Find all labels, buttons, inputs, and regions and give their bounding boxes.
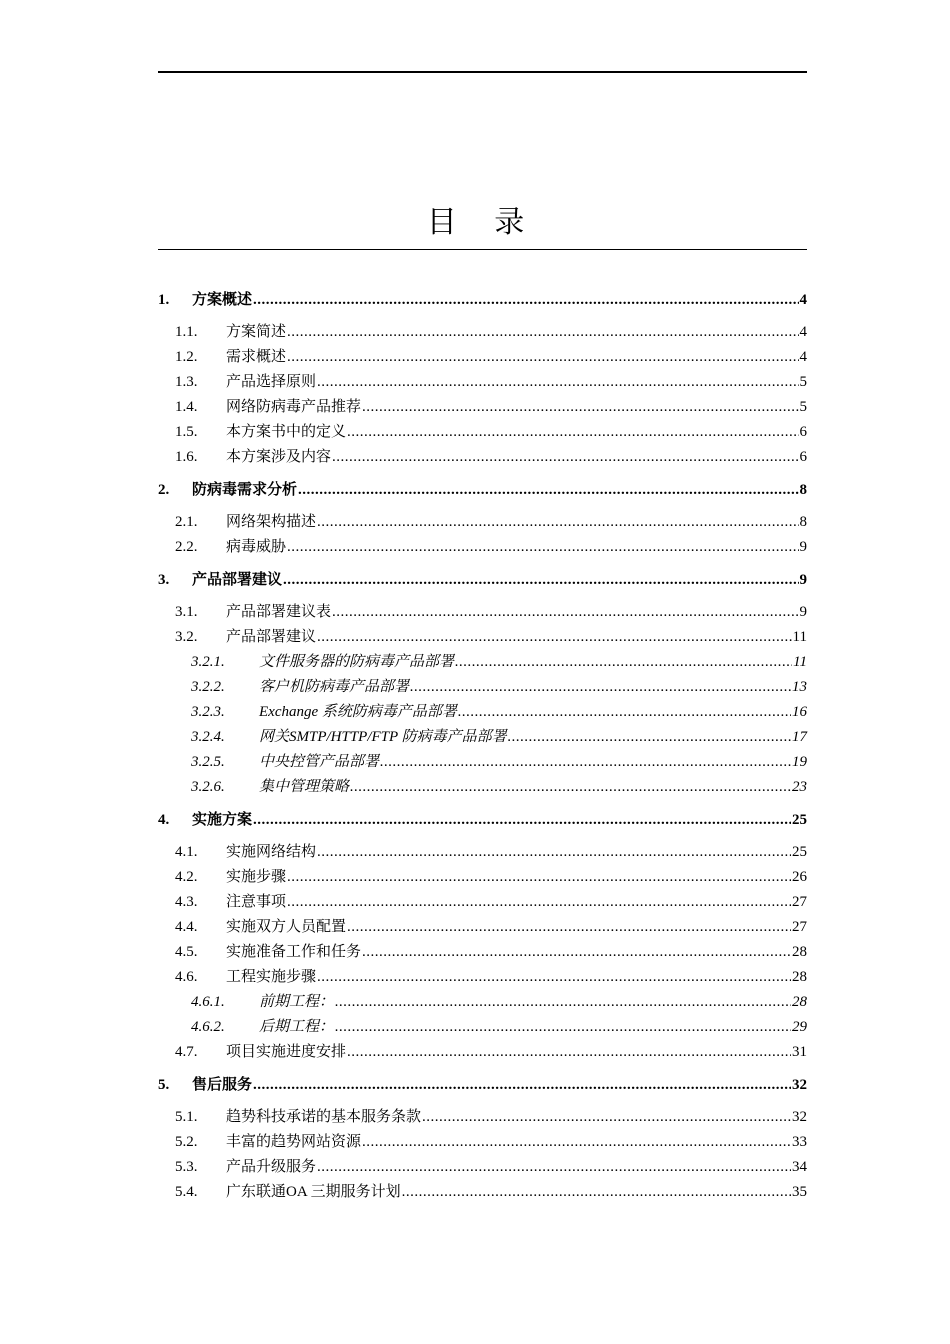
toc-entry-number: 1.2. xyxy=(175,349,198,365)
toc-entry[interactable] xyxy=(158,725,807,750)
toc-dot-leader xyxy=(402,1180,791,1205)
toc-entry-page: 9 xyxy=(799,572,807,588)
toc-dot-leader xyxy=(410,675,791,700)
toc-dot-leader xyxy=(253,286,798,311)
toc-entry-number: 3.2.5. xyxy=(191,754,225,770)
toc-entry-number: 4.6.1. xyxy=(191,994,225,1010)
toc-entry[interactable] xyxy=(158,625,807,650)
toc-dot-leader xyxy=(253,806,791,831)
toc-entry-label[interactable]: 工程实施步骤 xyxy=(226,969,317,985)
toc-dot-leader xyxy=(298,476,798,501)
toc-entry-number: 3.2. xyxy=(175,629,198,645)
toc-entry-page: 23 xyxy=(792,779,807,795)
toc-entry-number: 4.5. xyxy=(175,944,198,960)
toc-entry-page: 8 xyxy=(799,482,807,498)
toc-entry-label[interactable]: 趋势科技承诺的基本服务条款 xyxy=(226,1109,422,1125)
toc-entry-page: 5 xyxy=(799,374,807,390)
toc-entry-label[interactable]: 实施步骤 xyxy=(226,869,287,885)
toc-entry-label[interactable]: 后期工程： xyxy=(259,1019,335,1035)
toc-dot-leader xyxy=(508,725,791,750)
toc-entry-label[interactable]: 前期工程： xyxy=(259,994,335,1010)
toc-entry-label[interactable]: 本方案涉及内容 xyxy=(226,449,332,465)
toc-dot-leader xyxy=(253,1071,791,1096)
toc-entry-number: 1.6. xyxy=(175,449,198,465)
toc-entry-number: 3.2.2. xyxy=(191,679,225,695)
toc-entry-page: 8 xyxy=(799,514,807,530)
toc-entry[interactable] xyxy=(158,420,807,445)
toc-dot-leader xyxy=(347,1040,791,1065)
toc-entry-page: 32 xyxy=(792,1077,807,1093)
toc-entry-page: 16 xyxy=(792,704,807,720)
toc-entry-label[interactable]: 本方案书中的定义 xyxy=(226,424,347,440)
toc-entry-number: 5. xyxy=(158,1077,170,1093)
toc-entry[interactable] xyxy=(158,650,807,675)
toc-entry-page: 28 xyxy=(792,944,807,960)
toc-entry[interactable] xyxy=(158,806,807,834)
title-rule xyxy=(158,249,807,250)
toc-entry-page: 19 xyxy=(792,754,807,770)
toc-entry-label[interactable]: 产品选择原则 xyxy=(226,374,317,390)
toc-entry[interactable] xyxy=(158,940,807,965)
toc-entry-label[interactable]: 丰富的趋势网站资源 xyxy=(226,1134,362,1150)
toc-entry-label[interactable]: 客户机防病毒产品部署 xyxy=(259,679,410,695)
toc-dot-leader xyxy=(332,445,798,470)
toc-entry-label[interactable]: 网络架构描述 xyxy=(226,514,317,530)
toc-entry[interactable] xyxy=(158,775,807,800)
toc-entry-number: 3.2.6. xyxy=(191,779,225,795)
toc-entry-number: 5.3. xyxy=(175,1159,198,1175)
toc-entry-label[interactable]: 实施网络结构 xyxy=(226,844,317,860)
toc-dot-leader xyxy=(347,420,798,445)
toc-dot-leader xyxy=(380,750,791,775)
toc-entry[interactable] xyxy=(158,1130,807,1155)
toc-entry-label[interactable]: 需求概述 xyxy=(226,349,287,365)
toc-dot-leader xyxy=(317,370,798,395)
toc-entry-label[interactable]: 文件服务器的防病毒产品部署 xyxy=(259,654,455,670)
toc-entry-label[interactable]: 注意事项 xyxy=(226,894,287,910)
toc-entry-page: 27 xyxy=(792,894,807,910)
toc-entry-label[interactable]: 病毒威胁 xyxy=(226,539,287,555)
toc-entry-number: 2.2. xyxy=(175,539,198,555)
toc-dot-leader xyxy=(458,700,791,725)
toc-entry[interactable] xyxy=(158,915,807,940)
toc-entry-number: 3.2.4. xyxy=(191,729,225,745)
toc-entry-page: 25 xyxy=(792,844,807,860)
toc-entry-label[interactable]: 集中管理策略 xyxy=(259,779,350,795)
toc-dot-leader xyxy=(422,1105,791,1130)
toc-entry-label[interactable]: 网络防病毒产品推荐 xyxy=(226,399,362,415)
toc-entry-number: 4.7. xyxy=(175,1044,198,1060)
toc-entry-label[interactable]: 方案概述 xyxy=(192,292,253,308)
toc-title: 目 录 xyxy=(426,205,539,240)
toc-dot-leader xyxy=(317,1155,791,1180)
toc-entry-page: 26 xyxy=(792,869,807,885)
toc-entry-label[interactable]: 实施准备工作和任务 xyxy=(226,944,362,960)
toc-entry-number: 1. xyxy=(158,292,170,308)
toc-entry-label[interactable]: 防病毒需求分析 xyxy=(192,482,298,498)
toc-entry-page: 34 xyxy=(792,1159,807,1175)
toc-entry-page: 35 xyxy=(792,1184,807,1200)
toc-entry[interactable] xyxy=(158,990,807,1015)
toc-entry[interactable] xyxy=(158,476,807,504)
toc-entry-label[interactable]: 广东联通OA 三期服务计划 xyxy=(226,1184,401,1200)
toc-entry-label[interactable]: 方案简述 xyxy=(226,324,287,340)
toc-entry-number: 1.4. xyxy=(175,399,198,415)
toc-entry[interactable] xyxy=(158,865,807,890)
toc-dot-leader xyxy=(455,650,792,675)
toc-dot-leader xyxy=(335,1015,791,1040)
toc-entry-page: 11 xyxy=(792,629,807,645)
header-rule xyxy=(158,71,807,73)
toc-dot-leader xyxy=(347,915,791,940)
toc-entry-page: 11 xyxy=(793,654,807,670)
toc-entry-label[interactable]: 网关SMTP/HTTP/FTP 防病毒产品部署 xyxy=(259,729,507,745)
toc-dot-leader xyxy=(287,535,798,560)
toc-entry-page: 6 xyxy=(799,424,807,440)
toc-entry-label[interactable]: Exchange 系统防病毒产品部署 xyxy=(259,704,457,720)
toc-entry-label[interactable]: 产品部署建议 xyxy=(226,629,317,645)
toc-entry[interactable] xyxy=(158,510,807,535)
toc-entry-number: 3. xyxy=(158,572,170,588)
toc-entry-number: 4.1. xyxy=(175,844,198,860)
toc-entry-number: 5.4. xyxy=(175,1184,198,1200)
toc-entry[interactable] xyxy=(158,1180,807,1205)
toc-dot-leader xyxy=(362,940,791,965)
toc-dot-leader xyxy=(362,1130,791,1155)
toc-entry-number: 1.5. xyxy=(175,424,198,440)
toc-entry[interactable] xyxy=(158,1071,807,1099)
toc-entry[interactable] xyxy=(158,675,807,700)
toc-dot-leader xyxy=(287,865,791,890)
toc-entry-number: 1.1. xyxy=(175,324,198,340)
toc-dot-leader xyxy=(332,600,798,625)
toc-entry[interactable] xyxy=(158,286,807,314)
toc-entry-label[interactable]: 项目实施进度安排 xyxy=(226,1044,347,1060)
toc-entry[interactable] xyxy=(158,965,807,990)
toc-entry-page: 4 xyxy=(799,324,807,340)
toc-entry[interactable] xyxy=(158,395,807,420)
toc-dot-leader xyxy=(287,345,798,370)
toc-dot-leader xyxy=(317,510,798,535)
toc-entry[interactable] xyxy=(158,566,807,594)
toc-entry-page: 4 xyxy=(799,292,807,308)
toc-entry[interactable] xyxy=(158,445,807,470)
toc-entry-page: 9 xyxy=(799,539,807,555)
toc-entry-label[interactable]: 实施方案 xyxy=(192,812,253,828)
toc-entry-label[interactable]: 产品部署建议 xyxy=(192,572,283,588)
toc-entry-page: 27 xyxy=(792,919,807,935)
toc-entry[interactable] xyxy=(158,890,807,915)
toc-dot-leader xyxy=(283,566,798,591)
table-of-contents xyxy=(158,286,807,1205)
toc-dot-leader xyxy=(317,965,791,990)
toc-entry[interactable] xyxy=(158,345,807,370)
toc-entry-number: 3.2.1. xyxy=(191,654,225,670)
toc-entry-number: 5.1. xyxy=(175,1109,198,1125)
toc-entry-page: 9 xyxy=(799,604,807,620)
toc-entry[interactable] xyxy=(158,370,807,395)
toc-dot-leader xyxy=(362,395,798,420)
toc-dot-leader xyxy=(335,990,791,1015)
toc-entry[interactable] xyxy=(158,840,807,865)
toc-entry-number: 4.6.2. xyxy=(191,1019,225,1035)
toc-entry-label[interactable]: 中央控管产品部署 xyxy=(259,754,380,770)
toc-entry-number: 4.3. xyxy=(175,894,198,910)
toc-entry-page: 25 xyxy=(792,812,807,828)
toc-entry-number: 4.6. xyxy=(175,969,198,985)
toc-entry-label[interactable]: 售后服务 xyxy=(192,1077,253,1093)
toc-entry-number: 3.2.3. xyxy=(191,704,225,720)
toc-entry-page: 33 xyxy=(792,1134,807,1150)
toc-dot-leader xyxy=(287,320,798,345)
toc-entry-number: 3.1. xyxy=(175,604,198,620)
toc-entry-label[interactable]: 产品部署建议表 xyxy=(226,604,332,620)
toc-entry-page: 13 xyxy=(792,679,807,695)
toc-entry-page: 6 xyxy=(799,449,807,465)
toc-entry-label[interactable]: 实施双方人员配置 xyxy=(226,919,347,935)
toc-entry-page: 5 xyxy=(799,399,807,415)
toc-entry-label[interactable]: 产品升级服务 xyxy=(226,1159,317,1175)
toc-entry-number: 2.1. xyxy=(175,514,198,530)
toc-dot-leader xyxy=(350,775,791,800)
toc-entry-page: 29 xyxy=(792,1019,807,1035)
toc-entry-number: 2. xyxy=(158,482,170,498)
toc-entry[interactable] xyxy=(158,1015,807,1040)
toc-entry[interactable] xyxy=(158,1155,807,1180)
toc-entry[interactable] xyxy=(158,1040,807,1065)
toc-entry[interactable] xyxy=(158,320,807,345)
toc-entry-number: 4. xyxy=(158,812,170,828)
toc-entry-number: 5.2. xyxy=(175,1134,198,1150)
toc-dot-leader xyxy=(317,840,791,865)
toc-entry-page: 4 xyxy=(799,349,807,365)
toc-entry-number: 4.2. xyxy=(175,869,198,885)
toc-entry-number: 1.3. xyxy=(175,374,198,390)
toc-dot-leader xyxy=(317,625,792,650)
toc-entry[interactable] xyxy=(158,750,807,775)
toc-entry[interactable] xyxy=(158,600,807,625)
toc-entry-page: 28 xyxy=(792,994,807,1010)
toc-entry-number: 4.4. xyxy=(175,919,198,935)
toc-entry-page: 31 xyxy=(792,1044,807,1060)
toc-entry-page: 32 xyxy=(792,1109,807,1125)
toc-entry[interactable] xyxy=(158,700,807,725)
toc-entry-page: 17 xyxy=(792,729,807,745)
toc-entry[interactable] xyxy=(158,535,807,560)
toc-entry-page: 28 xyxy=(792,969,807,985)
toc-dot-leader xyxy=(287,890,791,915)
toc-entry[interactable] xyxy=(158,1105,807,1130)
